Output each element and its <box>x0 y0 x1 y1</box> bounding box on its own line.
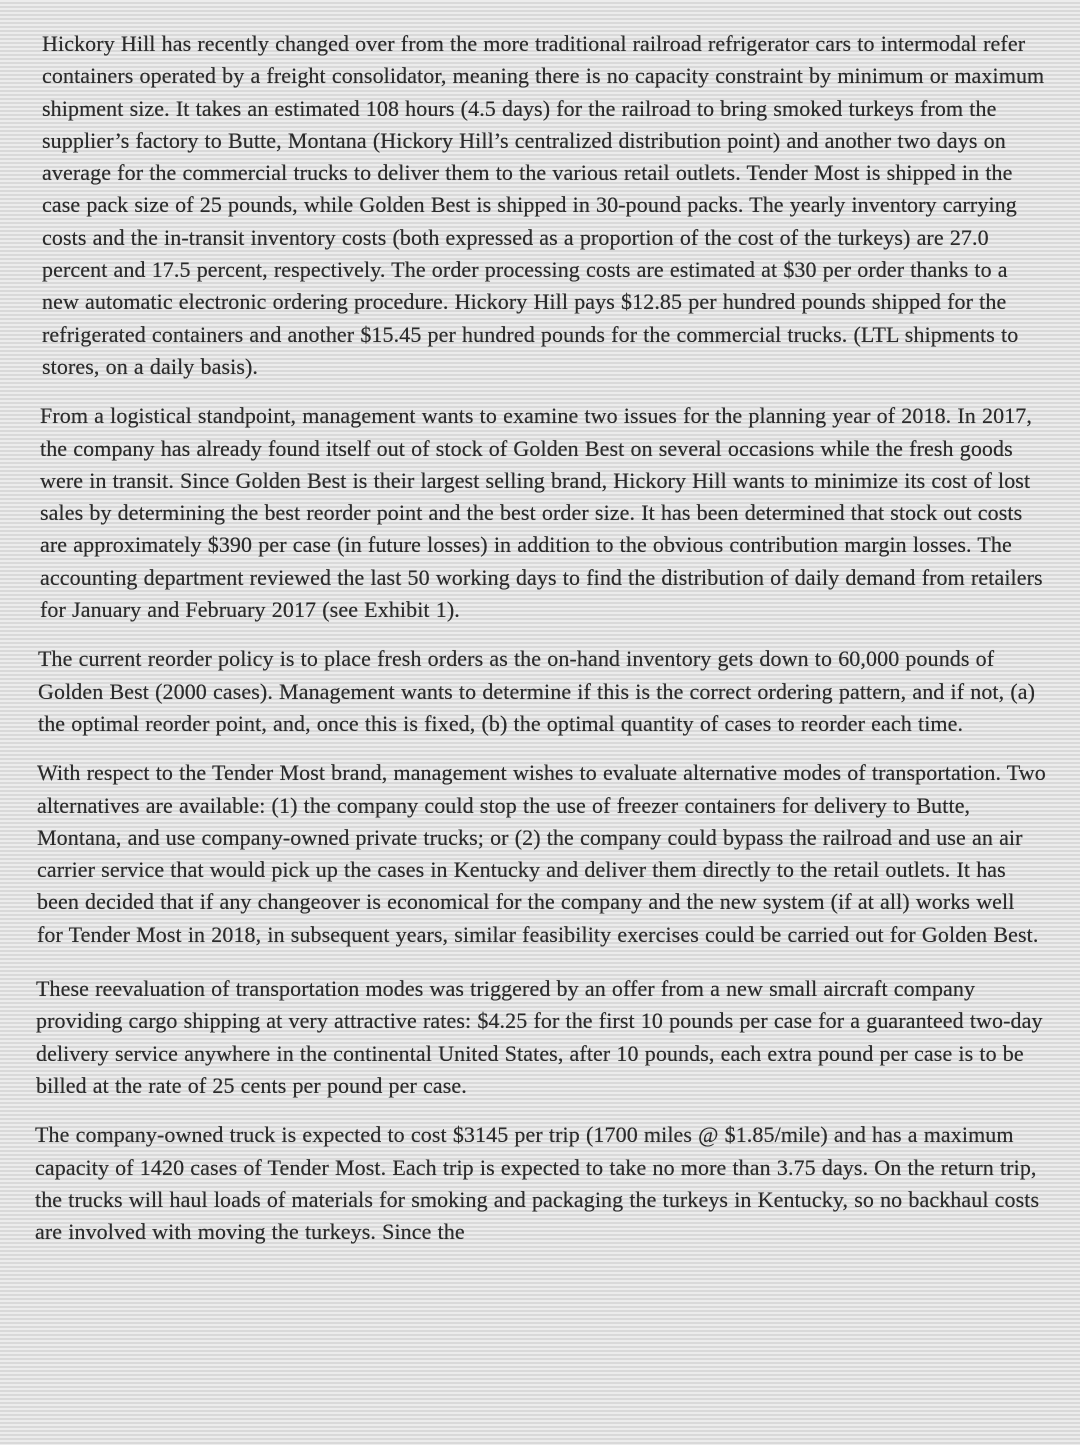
paragraph-intro-shipping: Hickory Hill has recently changed over from the more traditional railroad refrigerator cars to intermodal refer containers operated by a freight consolidator, meaning there is no capacity constraint by minimum or maximum shipment size. It takes an estimated 108 hours (4.5 days) for the railroad to bring smoked turkeys from the supplier’s factory to Butte, Montana (Hickory Hill’s centralized distribution point) and another two days on average for the commercial trucks to deliver them to the various retail outlets. Tender Most is shipped in the case pack size of 25 pounds, while Golden Best is shipped in 30-pound packs. The yearly inventory carrying costs and the in-transit inventory costs (both expressed as a proportion of the cost of the turkeys) are 27.0 percent and 17.5 percent, respectively. The order processing costs are estimated at $30 per order thanks to a new automatic electronic ordering procedure. Hickory Hill pays $12.85 per hundred pounds shipped for the refrigerated containers and another $15.45 per hundred pounds for the commercial trucks. (LTL shipments to stores, on a daily basis). <box>42 31 1045 379</box>
paragraph-air-carrier-offer: These reevaluation of transportation modes was triggered by an offer from a new small aircraft company providing cargo shipping at very attractive rates: $4.25 for the first 10 pounds per case for a guaranteed two-day delivery service anywhere in the continental United States, after 10 pounds, each extra pound per case is to be billed at the rate of 25 cents per pound per case. <box>36 976 1043 1098</box>
paragraph-transport-alternatives: With respect to the Tender Most brand, management wishes to evaluate alternative modes of transportation. Two alternatives are available: (1) the company could stop the use of freezer containers for delivery to Butte, Montana, and use company-owned private trucks; or (2) the company could bypass the railroad and use an air carrier service that would pick up the cases in Kentucky and deliver them directly to the retail outlets. It has been decided that if any changeover is economical for the company and the new system (if at all) works well for Tender Most in 2018, in subsequent years, similar feasibility exercises could be carried out for Golden Best. <box>37 760 1046 947</box>
paragraph-reorder-policy: The current reorder policy is to place fresh orders as the on-hand inventory gets down to 60,000 pounds of Golden Best (2000 cases). Management wants to determine if this is the correct ordering pattern, and if not, (a) the optimal reorder point, and, once this is fixed, (b) the optimal quantity of cases to reorder each time. <box>38 646 1036 736</box>
paragraph-logistical-issues: From a logistical standpoint, management wants to examine two issues for the planning year of 2018. In 2017, the company has already found itself out of stock of Golden Best on several occasions while the fresh goods were in transit. Since Golden Best is their largest selling brand, Hickory Hill wants to minimize its cost of lost sales by determining the best reorder point and the best order size. It has been determined that stock out costs are approximately $390 per case (in future losses) in addition to the obvious contribution margin losses. The accounting department reviewed the last 50 working days to find the distribution of daily demand from retailers for January and February 2017 (see Exhibit 1). <box>40 403 1043 623</box>
paragraph-company-truck: The company-owned truck is expected to cost $3145 per trip (1700 miles @ $1.85/mile) and has a maximum capacity of 1420 cases of Tender Most. Each trip is expected to take no more than 3.75 days. On the return trip, the trucks will haul loads of materials for smoking and packaging the turkeys in Kentucky, so no backhaul costs are involved with moving the turkeys. Since the <box>35 1122 1040 1245</box>
